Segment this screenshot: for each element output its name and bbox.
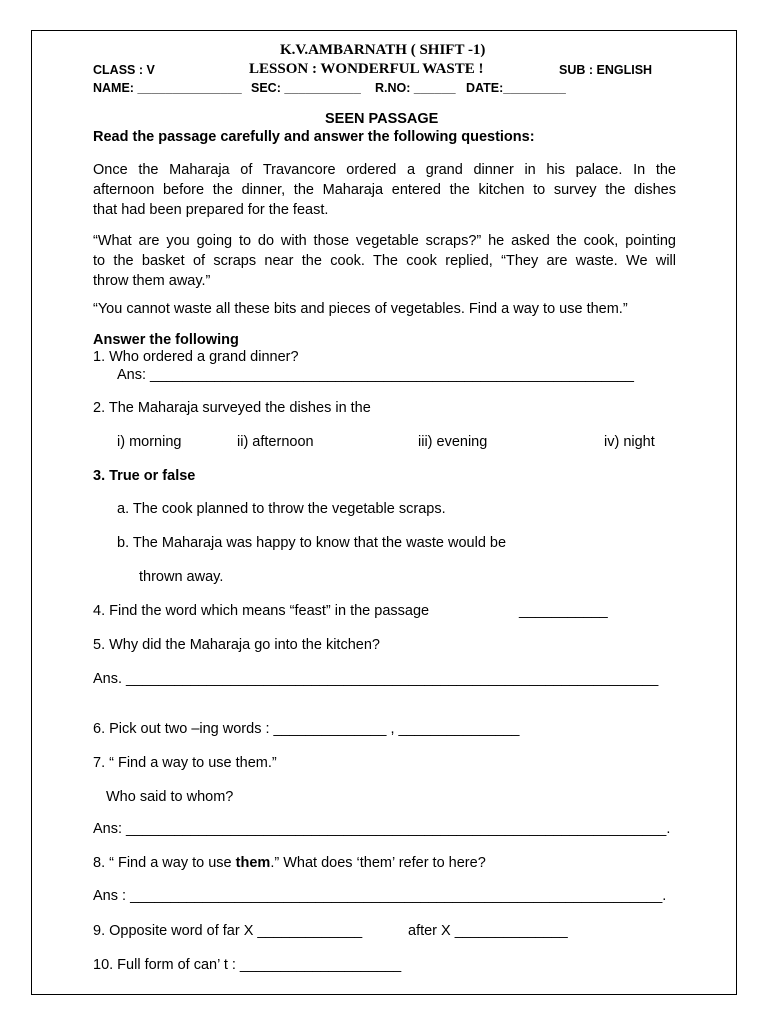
passage-title: SEEN PASSAGE bbox=[325, 111, 439, 127]
option-afternoon: ii) afternoon bbox=[237, 434, 314, 450]
question-8-text-end: .” What does ‘them’ refer to here? bbox=[270, 855, 486, 871]
question-1: 1. Who ordered a grand dinner? bbox=[93, 349, 299, 365]
question-3a: a. The cook planned to throw the vegetable scraps. bbox=[117, 501, 446, 517]
passage-paragraph-2 bbox=[93, 231, 676, 291]
passage-line: to the basket of scraps near the cook. The cook replied, “They are waste. We will bbox=[93, 253, 676, 269]
question-2: 2. The Maharaja surveyed the dishes in the bbox=[93, 400, 371, 416]
question-3: 3. True or false bbox=[93, 468, 196, 484]
school-name: K.V.AMBARNATH ( SHIFT -1) bbox=[280, 42, 486, 58]
lesson-title: LESSON : WONDERFUL WASTE ! bbox=[249, 61, 484, 77]
question-9: 9. Opposite word of far X _____________ bbox=[93, 923, 363, 939]
class-label: CLASS : V bbox=[93, 63, 155, 77]
answer-line-1: Ans: ____________________________________________________________ bbox=[117, 367, 634, 383]
answer-blank-4: ___________ bbox=[519, 603, 608, 619]
instruction: Read the passage carefully and answer the following questions: bbox=[93, 129, 535, 145]
subject-label: SUB : ENGLISH bbox=[559, 63, 653, 77]
option-night: iv) night bbox=[604, 434, 655, 450]
passage-line: “What are you going to do with those vegetable scraps?” he asked the cook, pointing bbox=[93, 233, 676, 249]
answer-line-5: Ans. __________________________________________________________________ bbox=[93, 671, 659, 687]
question-9-after: after X ______________ bbox=[408, 923, 568, 939]
question-3b: b. The Maharaja was happy to know that the waste would be bbox=[117, 535, 507, 551]
passage-paragraph-3: “You cannot waste all these bits and pieces of vegetables. Find a way to use them.” bbox=[93, 301, 628, 317]
roll-number-field: R.NO: ______ bbox=[375, 81, 456, 95]
option-morning: i) morning bbox=[117, 434, 182, 450]
questions-heading: Answer the following bbox=[93, 332, 239, 348]
passage-line: that had been prepared for the feast. bbox=[93, 202, 329, 218]
question-8 bbox=[93, 855, 486, 872]
question-10: 10. Full form of can’ t : ____________________ bbox=[93, 957, 402, 973]
option-evening: iii) evening bbox=[418, 434, 488, 450]
answer-line-8: Ans : __________________________________________________________________. bbox=[93, 888, 667, 904]
question-7: 7. “ Find a way to use them.” bbox=[93, 755, 277, 771]
question-7-sub: Who said to whom? bbox=[106, 789, 234, 805]
question-6: 6. Pick out two –ing words : ______________ , _______________ bbox=[93, 721, 520, 737]
passage-line: afternoon before the dinner, the Maharaja entered the kitchen to survey the dishes bbox=[93, 182, 676, 198]
question-8-text: 8. “ Find a way to use bbox=[93, 855, 236, 871]
passage-line: throw them away.” bbox=[93, 273, 211, 289]
question-3b-continued: thrown away. bbox=[139, 569, 224, 585]
question-8-emphasis: them bbox=[235, 855, 271, 871]
answer-line-7: Ans: ___________________________________________________________________. bbox=[93, 821, 671, 837]
date-field: DATE:_________ bbox=[466, 81, 566, 95]
passage-paragraph-1 bbox=[93, 160, 676, 220]
question-5: 5. Why did the Maharaja go into the kitchen? bbox=[93, 637, 380, 653]
passage-line: Once the Maharaja of Travancore ordered a grand dinner in his palace. In the bbox=[93, 162, 676, 178]
name-field: NAME: _______________ bbox=[93, 81, 242, 95]
section-field: SEC: ___________ bbox=[251, 81, 361, 95]
question-4: 4. Find the word which means “feast” in the passage bbox=[93, 603, 430, 619]
